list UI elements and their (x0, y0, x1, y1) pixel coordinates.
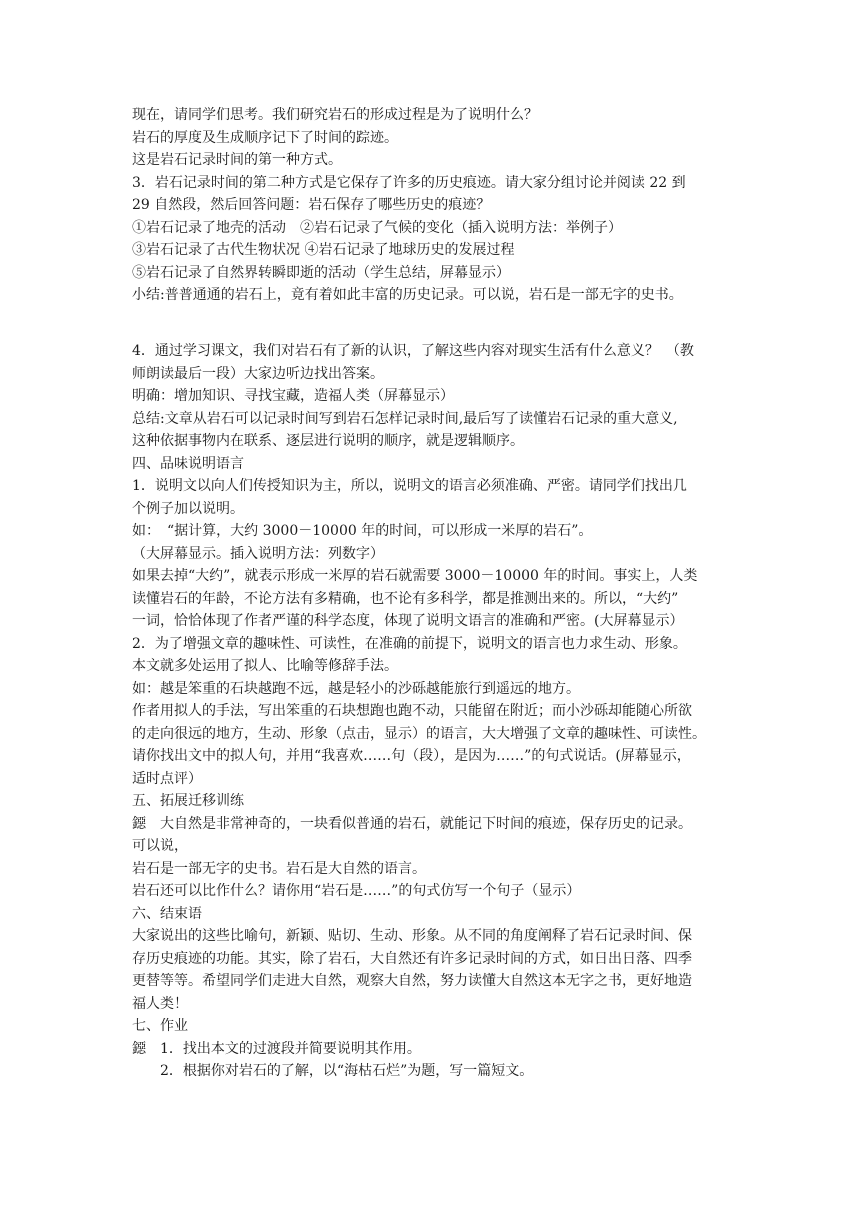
text-line: 这种依据事物内在联系、逐层进行说明的顺序，就是逻辑顺序。 (132, 433, 524, 449)
text-line: ⑤岩石记录了自然界转瞬即逝的活动（学生总结，屏幕显示） (132, 264, 510, 281)
text-line: 适时点评） (132, 770, 202, 787)
text-line: 明确：增加知识、寻找宝藏，造福人类（屏幕显示） (132, 388, 454, 404)
text-line: 现在，请同学们思考。我们研究岩石的形成过程是为了说明什么？ (132, 107, 538, 123)
text-line: 如果去掉“大约”，就表示形成一米厚的岩石就需要 3000－10000 年的时间。事实上，人类 (132, 568, 698, 584)
text-line: 本文就多处运用了拟人、比喻等修辞手法。 (132, 658, 398, 674)
text-line: 总结:文章从岩石可以记录时间写到岩石怎样记录时间,最后写了读懂岩石记录的重大意义, (132, 410, 678, 427)
text-line: 3．岩石记录时间的第二种方式是它保存了许多的历史痕迹。请大家分组讨论并阅读 22 到 (132, 174, 686, 191)
text-line: 作者用拟人的手法，写出笨重的石块想跑也跑不动，只能留在附近；而小沙砾却能随心所欲 (132, 703, 692, 719)
section-heading: 六、结束语 (132, 905, 202, 922)
text-line: 师朗读最后一段）大家边听边找出答案。 (132, 365, 384, 382)
text-line: 2．为了增强文章的趣味性、可读性，在准确的前提下，说明文的语言也力求生动、形象。 (132, 635, 687, 652)
text-line: 一词，恰恰体现了作者严谨的科学态度，体现了说明文语言的准确和严密。(大屏幕显示） (132, 613, 684, 629)
text-line: 个例子加以说明。 (132, 500, 244, 517)
text-line: 大家说出的这些比喻句，新颖、贴切、生动、形象。从不同的角度阐释了岩石记录时间、保 (132, 928, 692, 944)
text-line: 的走向很远的地方，生动、形象（点击，显示）的语言，大大增强了文章的趣味性、可读性。 (132, 725, 706, 742)
text-line: 1．说明文以向人们传授知识为主，所以，说明文的语言必须准确、严密。请同学们找出几 (132, 478, 687, 494)
text-line: 鐚 1．找出本文的过渡段并简要说明其作用。 (132, 1040, 421, 1057)
text-line: 存历史痕迹的功能。其实，除了岩石，大自然还有许多记录时间的方式，如日出日落、四季 (132, 950, 692, 967)
text-line: 4．通过学习课文，我们对岩石有了新的认识，了解这些内容对现实生活有什么意义？ （教 (132, 343, 694, 359)
text-line: 请你找出文中的拟人句，并用“我喜欢……句（段），是因为……”的句式说话。(屏幕显示， (132, 748, 691, 764)
text-line: 如：越是笨重的石块越跑不远，越是轻小的沙砾越能旅行到遥远的地方。 (132, 680, 580, 697)
text-line: 更替等等。希望同学们走进大自然，观察大自然，努力读懂大自然这本无字之书，更好地造 (132, 973, 692, 989)
text-line: 如： “据计算，大约 3000－10000 年的时间，可以形成一米厚的岩石”。 (132, 523, 593, 539)
text-line: 2．根据你对岩石的了解，以“海枯石烂”为题，写一篇短文。 (160, 1063, 534, 1079)
section-heading: 五、拓展迁移训练 (132, 793, 244, 809)
text-line: 小结:普普通通的岩石上，竟有着如此丰富的历史记录。可以说，岩石是一部无字的史书。 (132, 287, 683, 303)
text-line: 岩石的厚度及生成顺序记下了时间的踪迹。 (132, 129, 398, 146)
text-line: 福人类！ (132, 995, 188, 1012)
text-line: 可以说， (132, 838, 188, 854)
blank-line (132, 307, 738, 330)
text-line: 岩石是一部无字的史书。岩石是大自然的语言。 (132, 860, 426, 877)
text-line: ①岩石记录了地壳的活动 ②岩石记录了气候的变化（插入说明方法：举例子） (132, 219, 622, 236)
text-line: 这是岩石记录时间的第一种方式。 (132, 152, 342, 168)
document-body (132, 104, 738, 1083)
text-line: ③岩石记录了古代生物状况 ④岩石记录了地球历史的发展过程 (132, 242, 515, 258)
text-line: 29 自然段，然后回答问题：岩石保存了哪些历史的痕迹？ (132, 197, 491, 213)
section-heading: 七、作业 (132, 1018, 188, 1034)
blank-line (132, 329, 738, 340)
text-line: 读懂岩石的年龄，不论方法有多精确，也不论有多科学，都是推测出来的。所以，“大约” (132, 590, 679, 607)
text-line: 鐚 大自然是非常神奇的，一块看似普通的岩石，就能记下时间的痕迹，保存历史的记录。 (132, 815, 692, 832)
text-line: 岩石还可以比作什么？请你用“岩石是……”的句式仿写一个句子（显示） (132, 883, 581, 899)
section-heading: 四、品味说明语言 (132, 455, 244, 472)
text-line: （大屏幕显示。插入说明方法：列数字） (132, 545, 384, 562)
